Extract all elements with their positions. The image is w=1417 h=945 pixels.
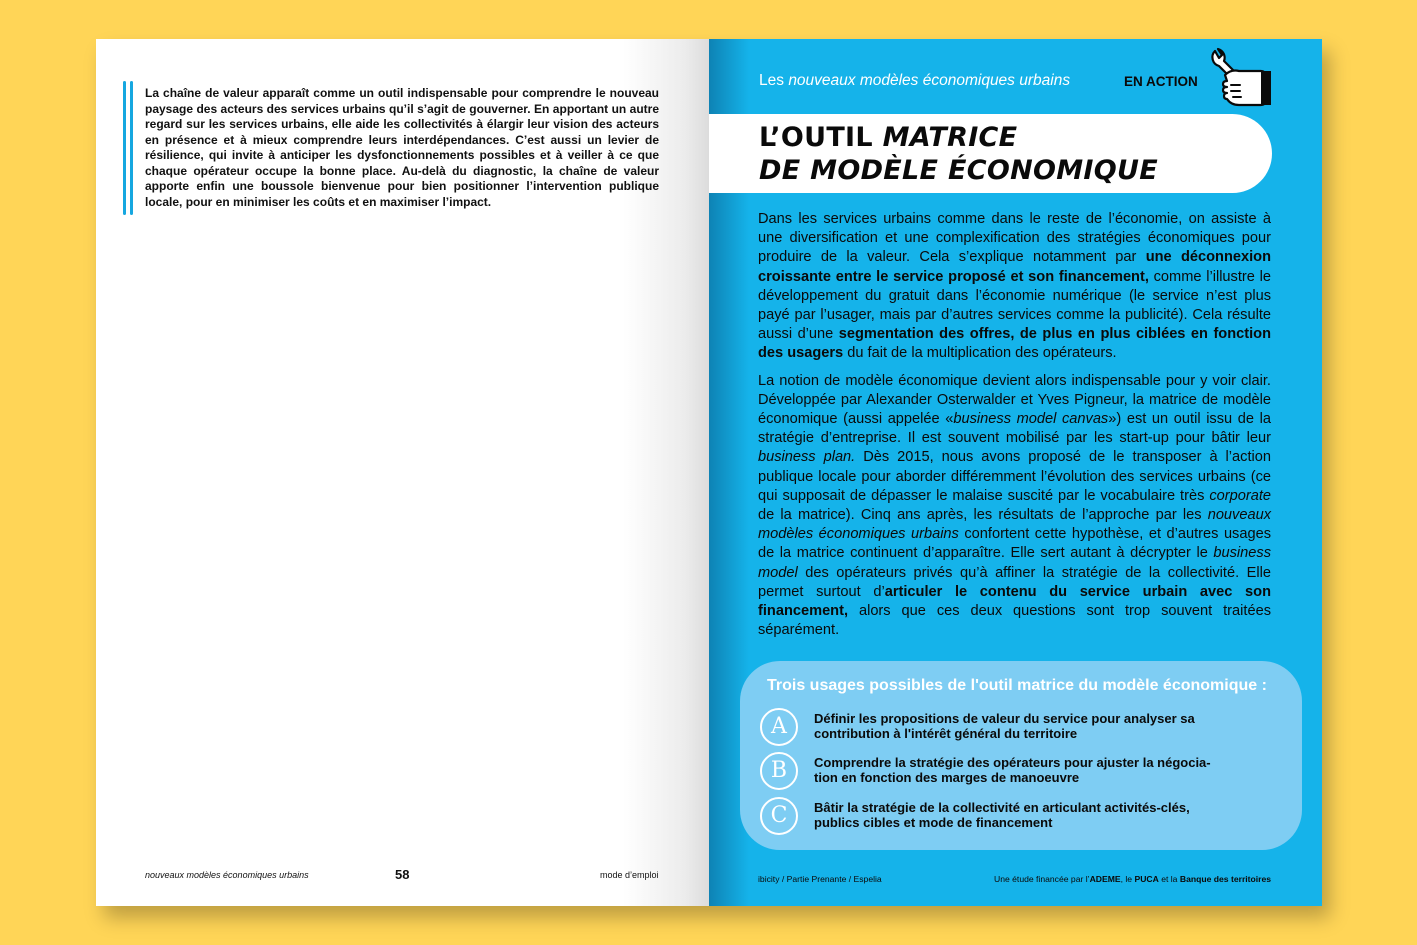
letter-a-icon: A [760,708,798,746]
usage-text: Bâtir la stratégie de la collectivité en articulant activités-clés, publics cibles et mode de financement [814,800,1190,830]
body-text [758,210,1271,648]
quote-bars [123,81,137,215]
left-page [96,39,709,906]
footer-authors: ibicity / Partie Prenante / Espelia [758,874,882,884]
body-paragraph-1: Dans les services urbains comme dans le reste de l’économie, on assiste à une diversification et une complexification des stratégies économiques pour produire de la valeur. Cela s’explique notamment par une déconnexion croissante entre le service proposé et son financement, comme l’illustre le développement du gratuit dans l’économie numérique (le service n’est plus payé par l’usager, mais par d’autres services comme la publicité). Cela résulte aussi d’une segmentation des offres, de plus en plus ciblées en fonction des usagers du fait de la multiplication des opérateurs. [758,211,1271,362]
footer-funding: Une étude financée par l’ADEME, le PUCA et la Banque des territoires [994,874,1272,884]
right-page [709,39,1322,906]
usage-item-a [760,708,1280,748]
usage-text: Comprendre la stratégie des opérateurs pour ajuster la négocia- tion en fonction des marges de manoeuvre [814,755,1211,785]
usage-text: Définir les propositions de valeur du service pour analyser sa contribution à l'intérêt général du territoire [814,711,1195,741]
book-spread [96,39,1322,906]
letter-c-icon: C [760,797,798,835]
page-number: 58 [395,867,410,882]
page-title: L’OUTIL MATRICE DE MODÈLE ÉCONOMIQUE [759,122,1158,186]
body-paragraph-2: La notion de modèle économique devient alors indispensable pour y voir clair. Développée par Alexander Osterwalder et Yves Pigneur, la matrice de modèle économique (aussi appelée «business model canvas») est un outil issu de la stratégie d’entreprise. Il est souvent mobilisé par les start-up pour bâtir leur business plan. Dès 2015, nous avons proposé de le transposer à l’action publique locale pour aborder différemment l’évolution des services urbains (ce qui supposait de dépasser le malaise suscité par le vocabulaire très corporate de la matrice). Cinq ans après, les résultats de l’approche par les nouveaux modèles économiques urbains confortent cette hypothèse, et d’autres usages de la matrice continuent d’apparaître. Elle sert autant à décrypter le business model des opérateurs privés qu’à affiner la stratégie de la collectivité. Elle permet surtout d’articuler le contenu du service urbain avec son financement, alors que ces deux questions sont trop souvent traitées séparément. [758,372,1271,639]
usage-item-c [760,797,1280,837]
footer-publication-title: nouveaux modèles économiques urbains [145,870,309,880]
hand-wrench-icon [1205,45,1275,111]
series-title: Les nouveaux modèles économiques urbains [759,72,1071,89]
usages-box [740,661,1302,850]
letter-b-icon: B [760,752,798,790]
en-action-label: EN ACTION [1124,74,1198,89]
usage-item-b [760,752,1280,792]
usages-title: Trois usages possibles de l'outil matrice du modèle économique : [767,677,1267,694]
intro-paragraph: La chaîne de valeur apparaît comme un outil indispensable pour comprendre le nouveau paysage des acteurs des services urbains qu’il s’agit de gouverner. En apportant un autre regard sur les services urbains, elle aide les collectivités à élargir leur vision des acteurs en présence et à mieux comprendre leurs interdépendances. C’est aussi un levier de résilience, qui invite à anticiper les dysfonctionnements possibles et à veiller à ce que chaque opérateur occupe la bonne place. Au-delà du diagnostic, la chaîne de valeur apporte enfin une boussole bienvenue pour bien positionner l’intervention publique locale, pour en minimiser les coûts et en maximiser l’impact. [145,86,659,209]
footer-section: mode d’emploi [600,870,659,880]
